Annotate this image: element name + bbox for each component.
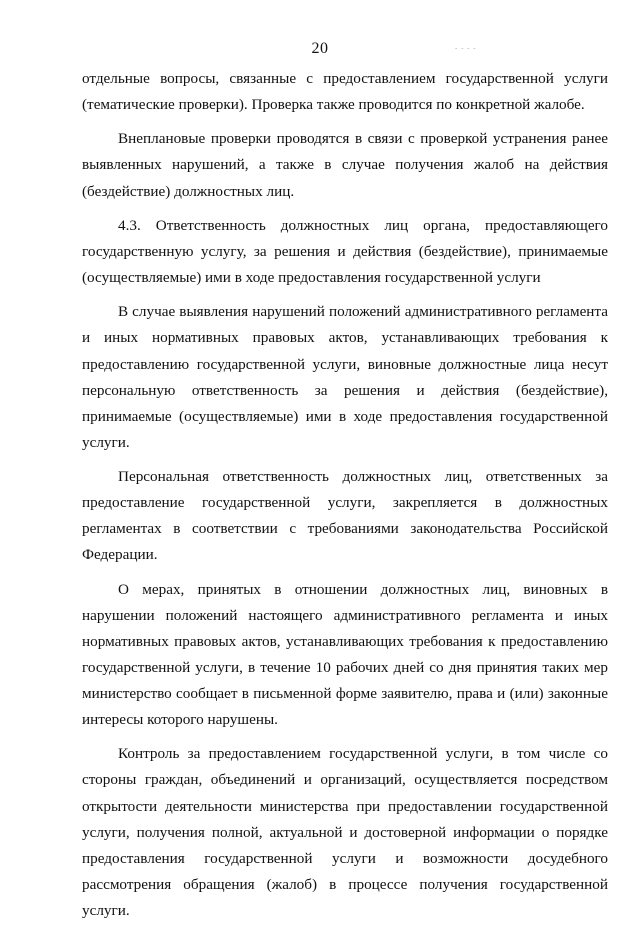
paragraph-personal-responsibility: В случае выявления нарушений положений административного регламента и иных нормативных правовых актов, устанавливающих требования к предоставлению государственной услуги, виновные должностные лица несут персональную ответственность за решения и действия (бездействие), принимаемые (осуществляемые) ими в ходе предоставления государственной услуги. <box>82 303 608 451</box>
scan-mark: - - - - <box>455 44 477 52</box>
paragraph-measures-taken: О мерах, принятых в отношении должностных лиц, виновных в нарушении положений настоящего административного регламента и иных нормативных правовых актов, устанавливающих требования к предоставлению государственной услуги, в течение 10 рабочих дней со дня принятия таких мер министерство сообщает в письменной форме заявителю, права и (или) законные интересы которого нарушены. <box>82 580 608 729</box>
section-heading-4-3: 4.3. Ответственность должностных лиц органа, предоставляющего государственную услугу, за решения и действия (бездействие), принимаемые (осуществляемые) ими в ходе предоставления государственной услуги <box>82 216 608 287</box>
page-number: 20 <box>311 40 329 57</box>
paragraph-job-regulations: Персональная ответственность должностных лиц, ответственных за предоставление государственной услуги, закрепляется в должностных регламентах в соответствии с требованиями законодательства Российской Федерации. <box>82 468 608 564</box>
paragraph-continuation: отдельные вопросы, связанные с предоставлением государственной услуги (тематические проверки). Проверка также проводится по конкретной жалобе. <box>82 70 608 114</box>
paragraph-unscheduled-inspections: Внеплановые проверки проводятся в связи с проверкой устранения ранее выявленных нарушений, а также в случае получения жалоб на действия (бездействие) должностных лиц. <box>82 130 608 200</box>
paragraph-public-control: Контроль за предоставлением государственной услуги, в том числе со стороны граждан, объединений и организаций, осуществляется посредством открытости деятельности министерства при предоставлении государственной услуги, получения полной, актуальной и достоверной информации о порядке предоставления государственной услуги и возможности досудебного рассмотрения обращения (жалоб) в процессе получения государственной услуги. <box>82 745 608 919</box>
document-body <box>82 66 608 932</box>
